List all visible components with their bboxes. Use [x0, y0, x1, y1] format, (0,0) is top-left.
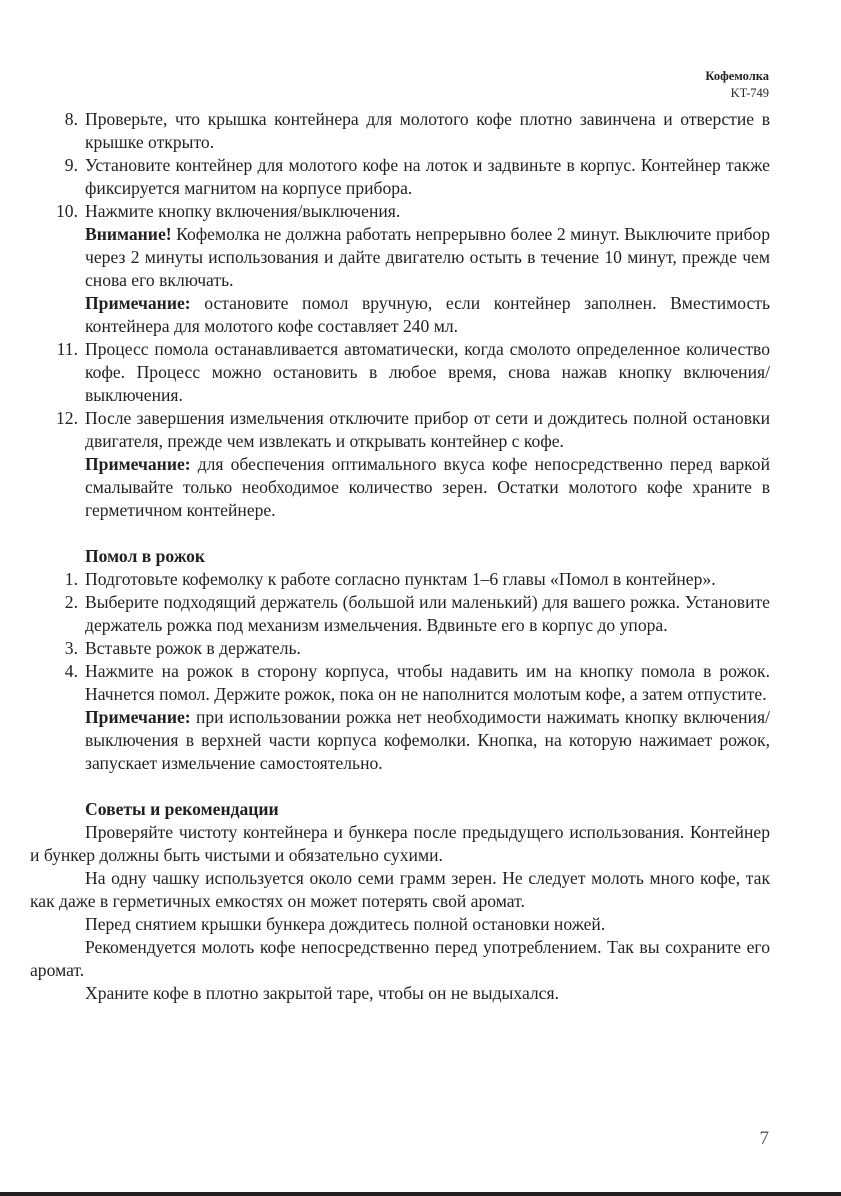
list-item — [30, 660, 770, 706]
item-number: 4. — [64, 661, 78, 681]
item-text: Установите контейнер для молотого кофе на лоток и задвиньте в корпус. Контейнер также фиксируется магнитом на корпусе прибора. — [85, 155, 770, 198]
warning-paragraph — [30, 223, 770, 292]
item-number: 11. — [56, 339, 78, 359]
note-label: Примечание: — [85, 707, 191, 727]
item-number: 3. — [64, 638, 78, 658]
item-number: 8. — [64, 109, 78, 129]
list-item — [30, 338, 770, 407]
list-item — [30, 407, 770, 453]
item-number: 1. — [64, 569, 78, 589]
list-item — [30, 154, 770, 200]
note-paragraph — [30, 292, 770, 338]
item-text: Проверьте, что крышка контейнера для молотого кофе плотно завинчена и отверстие в крышке открыто. — [85, 109, 770, 152]
list-item — [30, 637, 770, 660]
item-text: Подготовьте кофемолку к работе согласно пунктам 1–6 главы «Помол в контейнер». — [85, 569, 716, 589]
section-heading: Советы и рекомендации — [85, 799, 279, 819]
tip-paragraph: Проверяйте чистоту контейнера и бункера после предыдущего использования. Контейнер и бункер должны быть чистыми и обязательно сухими. — [30, 822, 770, 865]
note-text: для обеспечения оптимального вкуса кофе непосредственно перед варкой смалывайте только необходимое количество зерен. Остатки молотого кофе храните в герметичном контейнере. — [85, 454, 770, 520]
list-item — [30, 200, 770, 223]
bottom-divider — [0, 1192, 841, 1196]
note-text: остановите помол вручную, если контейнер заполнен. Вместимость контейнера для молотого кофе составляет 240 мл. — [85, 293, 770, 336]
tip-paragraph: Храните кофе в плотно закрытой таре, чтобы он не выдыхался. — [85, 983, 559, 1003]
page-header — [705, 68, 769, 102]
item-number: 9. — [64, 155, 78, 175]
warning-text: Кофемолка не должна работать непрерывно более 2 минут. Выключите прибор через 2 минуты использования и дайте двигателю остыть в течение 10 минут, прежде чем снова его включать. — [85, 224, 770, 290]
note-paragraph — [30, 453, 770, 522]
item-number: 10. — [56, 201, 78, 221]
item-number: 2. — [64, 592, 78, 612]
warning-label: Внимание! — [85, 224, 172, 244]
note-label: Примечание: — [85, 293, 191, 313]
item-text: Нажмите на рожок в сторону корпуса, чтобы надавить им на кнопку помола в рожок. Начнется помол. Держите рожок, пока он не наполнится молотым кофе, а затем отпустите. — [85, 661, 770, 704]
header-model: KT-749 — [730, 86, 769, 100]
list-item — [30, 108, 770, 154]
tip-paragraph: Рекомендуется молоть кофе непосредственно перед употреблением. Так вы сохраните его аромат. — [30, 937, 770, 980]
item-text: После завершения измельчения отключите прибор от сети и дождитесь полной остановки двигателя, прежде чем извлекать и открывать контейнер с кофе. — [85, 408, 770, 451]
note-label: Примечание: — [85, 454, 191, 474]
header-product: Кофемолка — [705, 69, 769, 83]
document-body — [30, 108, 770, 1005]
item-text: Нажмите кнопку включения/выключения. — [85, 201, 401, 221]
list-item — [30, 568, 770, 591]
item-text: Вставьте рожок в держатель. — [85, 638, 301, 658]
item-number: 12. — [56, 408, 78, 428]
tip-paragraph: На одну чашку используется около семи грамм зерен. Не следует молоть много кофе, так как даже в герметичных емкостях он может потерять свой аромат. — [30, 868, 770, 911]
tip-paragraph: Перед снятием крышки бункера дождитесь полной остановки ножей. — [85, 914, 606, 934]
item-text: Процесс помола останавливается автоматически, когда смолото определенное количество кофе. Процесс можно остановить в любое время, снова нажав кнопку включения/выключения. — [85, 339, 770, 405]
note-paragraph — [30, 706, 770, 775]
page-number: 7 — [759, 1128, 769, 1149]
note-text: при использовании рожка нет необходимости нажимать кнопку включения/выключения в верхней части корпуса кофемолки. Кнопка, на которую нажимает рожок, запускает измельчение самостоятельно. — [85, 707, 770, 773]
item-text: Выберите подходящий держатель (большой или маленький) для вашего рожка. Установите держатель рожка под механизм измельчения. Вдвиньте его в корпус до упора. — [85, 592, 770, 635]
list-item — [30, 591, 770, 637]
section-heading: Помол в рожок — [85, 546, 206, 566]
